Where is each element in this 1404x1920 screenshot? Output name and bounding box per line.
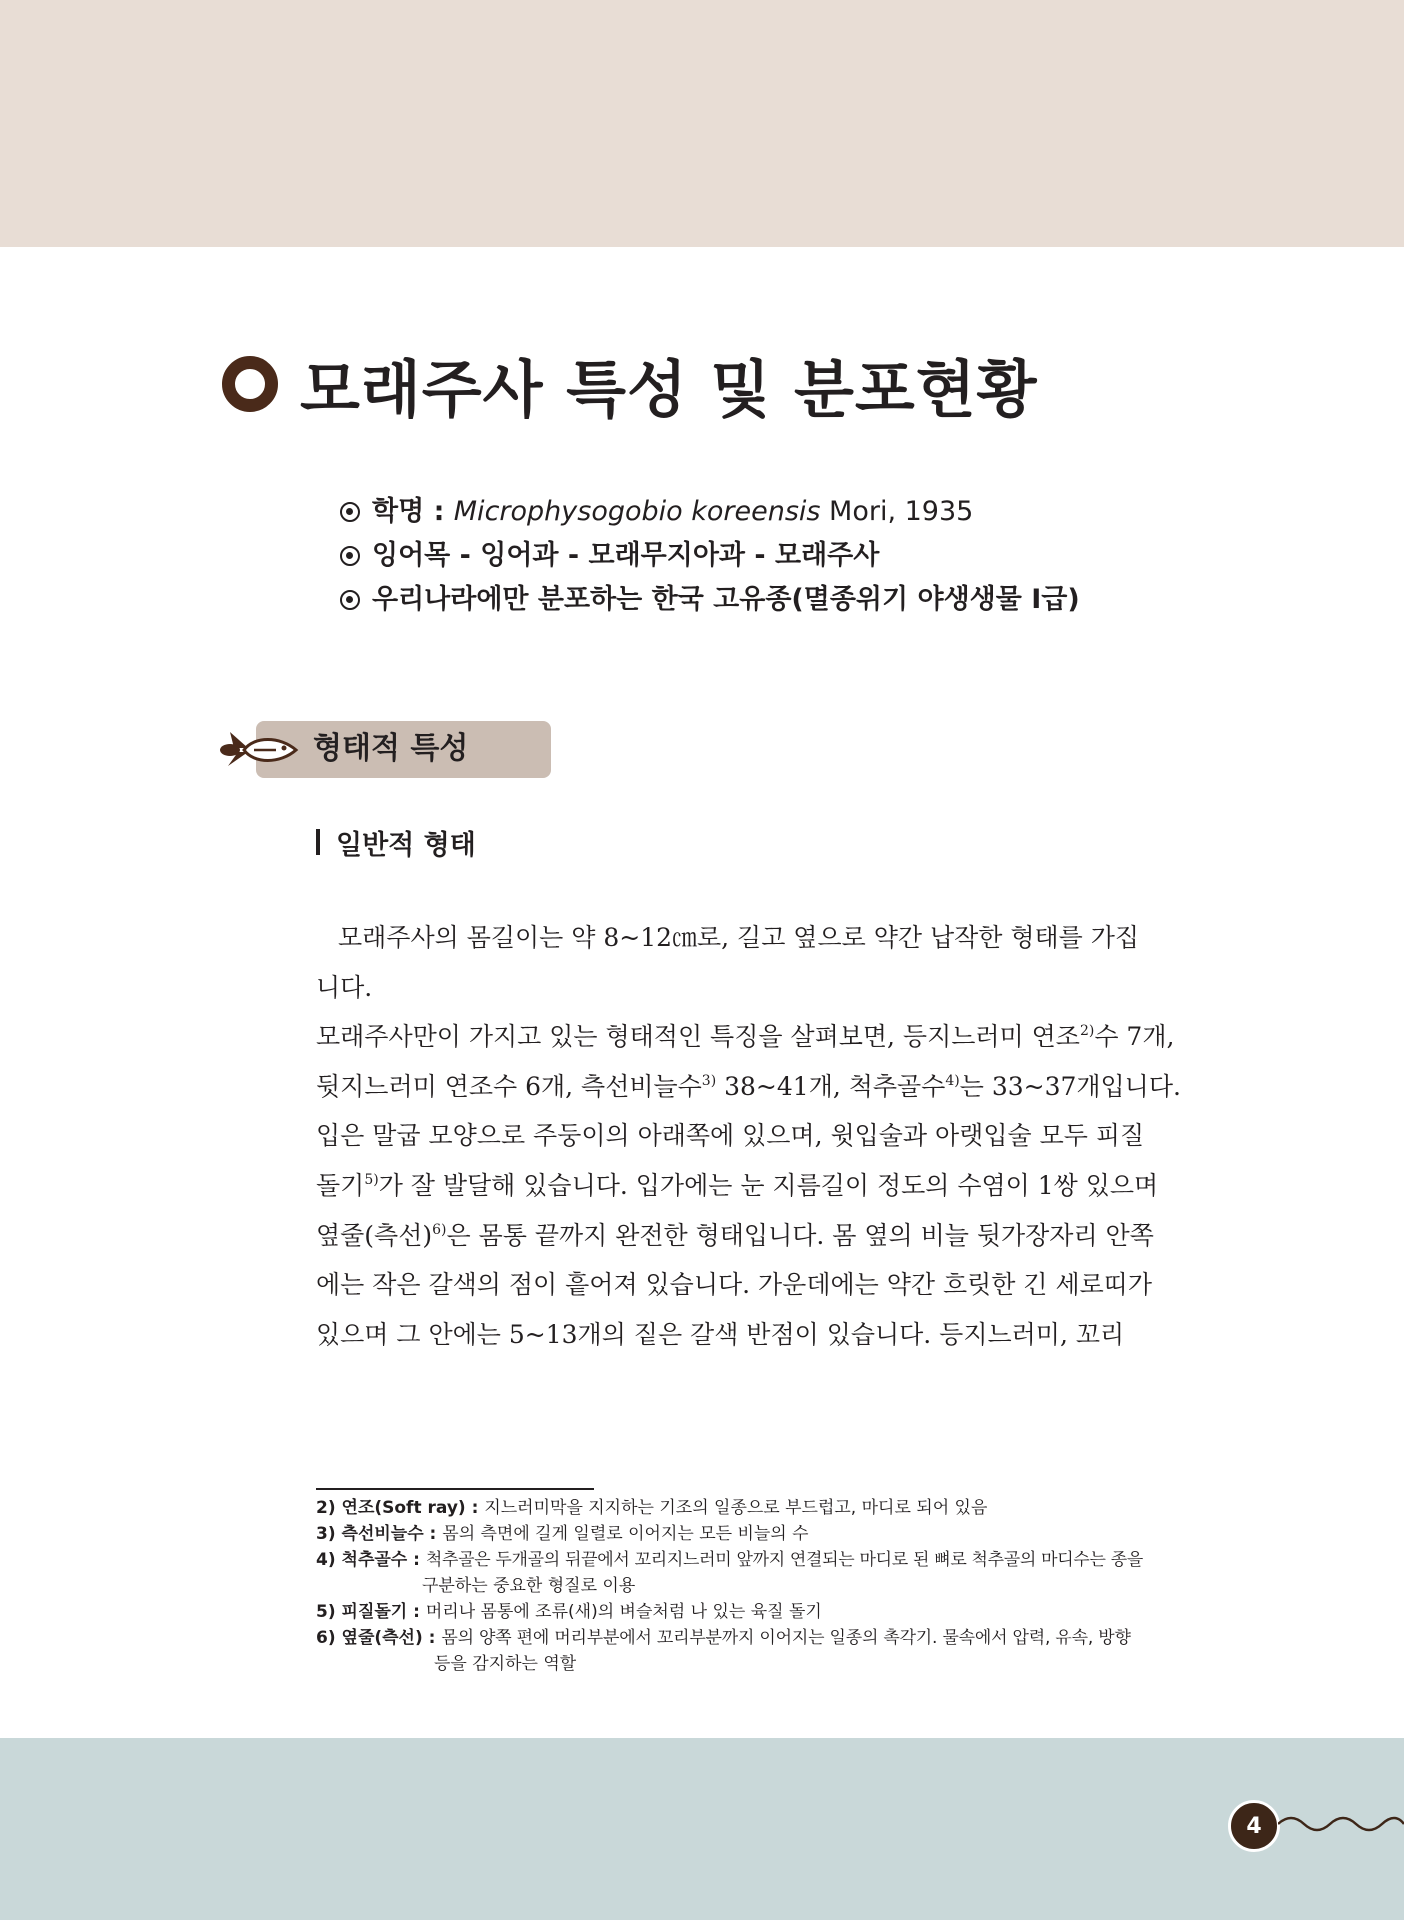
footnote-divider [316, 1488, 594, 1490]
footnote-ref: 3) [701, 1072, 717, 1089]
author-year: Mori, 1935 [820, 496, 974, 527]
wave-icon [1278, 1810, 1404, 1838]
bullet-circle-icon [340, 502, 360, 522]
ring-icon [222, 356, 278, 412]
footnotes [316, 1495, 1178, 1677]
footnote-ref: 4) [945, 1072, 960, 1089]
footnote-item: 6) 옆줄(측선) : 몸의 양쪽 편에 머리부분에서 꼬리부분까지 이어지는 일종의 촉각기. 물속에서 압력, 유속, 방향 등을 감지하는 역할 [316, 1628, 1131, 1674]
text-line: 있으며 그 안에는 5~13개의 짙은 갈색 반점이 있습니다. 등지느러미, 꼬리 [316, 1319, 1125, 1349]
sub-heading [316, 822, 476, 862]
footnote-ref: 6) [432, 1221, 447, 1238]
bullet-circle-icon [340, 546, 360, 566]
taxonomy-text: 잉어목 - 잉어과 - 모래무지아과 - 모래주사 [372, 540, 880, 571]
heading-bar [316, 829, 320, 855]
fish-icon [214, 724, 302, 776]
footnote-item: 4) 척추골수 : 척추골은 두개골의 뒤끝에서 꼬리지느러미 앞까지 연결되는 마디로 된 뼈로 척추골의 마디수는 종을 구분하는 중요한 형질로 이용 [316, 1550, 1143, 1596]
footnote-item: 2) 연조(Soft ray) : 지느러미막을 지지하는 기조의 일종으로 부드럽고, 마디로 되어 있음 [316, 1498, 988, 1518]
text-line: 입은 말굽 모양으로 주둥이의 아래쪽에 있으며, 윗입술과 아랫입술 모두 피질 [316, 1121, 1145, 1151]
text-line: 모래주사만이 가지고 있는 형태적인 특징을 살펴보면, 등지느러미 연조$^{2)}$수 7개, [316, 1022, 1175, 1052]
text-line: 뒷지느러미 연조수 6개, 측선비늘수$^{3)}$ 38~41개, 척추골수$^{4)}$는 33~37개입니다. [316, 1071, 1181, 1101]
body-paragraph [316, 913, 1181, 1359]
list-item [340, 534, 1080, 578]
text-line: 옆줄(측선)$^{6)}$은 몸통 끝까지 완전한 형태입니다. 몸 옆의 비늘 뒷가장자리 안쪽 [316, 1220, 1154, 1250]
sub-heading-text: 일반적 형태 [336, 829, 476, 861]
bullet-circle-icon [340, 590, 360, 610]
footnote-ref: 2) [1079, 1023, 1095, 1040]
text-line: 에는 작은 갈색의 점이 흩어져 있습니다. 가운데에는 약간 흐릿한 긴 세로띠가 [316, 1270, 1153, 1300]
footnote-item: 5) 피질돌기 : 머리나 몸통에 조류(새)의 벼슬처럼 나 있는 육질 돌기 [316, 1602, 822, 1622]
footer-band [0, 1738, 1404, 1920]
section-title: 형태적 특성 [313, 731, 469, 766]
summary-list [340, 490, 1080, 622]
endemic-text: 우리나라에만 분포하는 한국 고유종(멸종위기 야생생물 I급) [372, 584, 1080, 615]
scientific-name: Microphysogobio koreensis [453, 496, 821, 527]
page-number: 4 [1228, 1800, 1280, 1852]
page-title [222, 342, 1038, 426]
bullet-prefix: 학명 : [372, 496, 454, 527]
text-line: 니다. [316, 972, 373, 1002]
footnote-item: 3) 측선비늘수 : 몸의 측면에 길게 일렬로 이어지는 모든 비늘의 수 [316, 1524, 809, 1544]
list-item [340, 490, 1080, 534]
title-text: 모래주사 특성 및 분포현황 [300, 352, 1038, 426]
header-band [0, 0, 1404, 247]
footnote-ref: 5) [364, 1171, 379, 1188]
text-line: 모래주사의 몸길이는 약 8~12㎝로, 길고 옆으로 약간 납작한 형태를 가집 [338, 923, 1140, 952]
text-line: 돌기$^{5)}$가 잘 발달해 있습니다. 입가에는 눈 지름길이 정도의 수염이 1쌍 있으며 [316, 1170, 1159, 1200]
list-item [340, 578, 1080, 622]
